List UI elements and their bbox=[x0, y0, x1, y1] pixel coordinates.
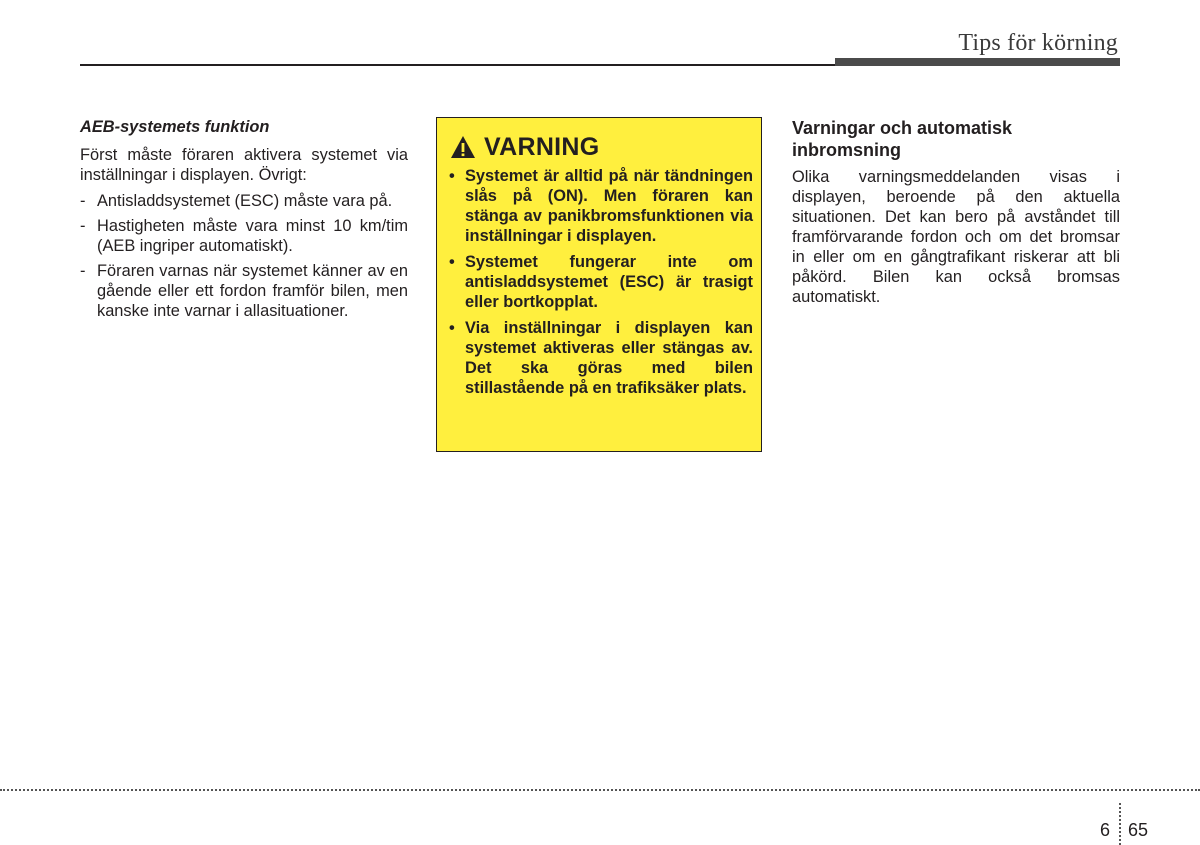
page-number: 65 bbox=[1128, 820, 1149, 840]
chapter-number: 6 bbox=[1100, 820, 1111, 840]
list-item: - Föraren varnas när systemet känner av en gående eller ett fordon framför bilen, men kanske inte varnar i allasituationer. bbox=[80, 261, 408, 321]
aeb-condition-list bbox=[80, 191, 408, 321]
header-bar bbox=[835, 58, 1120, 66]
right-column bbox=[792, 117, 1120, 307]
warnings-section-body: Olika varningsmeddelanden visas i displayen, beroende på den aktuella situationen. Det kan bero på avståndet till framförvarande fordon och om det bromsar in eller om en gångtrafikant riskerar att bli påkörd. Bilen kan också bromsas automatiskt. bbox=[792, 168, 1120, 306]
warning-title: VARNING bbox=[484, 132, 600, 161]
list-item: - Hastigheten måste vara minst 10 km/tim (AEB ingriper automatiskt). bbox=[80, 216, 408, 256]
footer-divider bbox=[0, 789, 1200, 791]
header-rule bbox=[80, 64, 835, 66]
warning-box bbox=[436, 117, 762, 452]
warning-item: • Systemet fungerar inte om antisladdsystemet (ESC) är trasigt eller bortkopplat. bbox=[447, 252, 753, 312]
warning-list bbox=[447, 166, 753, 404]
warning-item: • Systemet är alltid på när tändningen slås på (ON). Men föraren kan stänga av panikbromsfunktionen via inställningar i displayen. bbox=[447, 166, 753, 246]
warning-header bbox=[450, 132, 600, 162]
aeb-intro-text: Först måste föraren aktivera systemet via inställningar i displayen. Övrigt: bbox=[80, 146, 408, 184]
warning-item: • Via inställningar i displayen kan systemet aktiveras eller stängas av. Det ska göras med bilen stillastående på en trafiksäker plats. bbox=[447, 318, 753, 398]
warnings-section-heading: Varningar och automatisk inbromsning bbox=[792, 118, 1013, 160]
warning-triangle-icon bbox=[450, 135, 476, 159]
page-header-title: Tips för körning bbox=[958, 30, 1118, 56]
aeb-function-subheading: AEB-systemets funktion bbox=[80, 118, 270, 136]
page-number-separator bbox=[1119, 803, 1121, 845]
list-item: - Antisladdsystemet (ESC) måste vara på. bbox=[80, 191, 408, 211]
left-column bbox=[80, 117, 408, 326]
